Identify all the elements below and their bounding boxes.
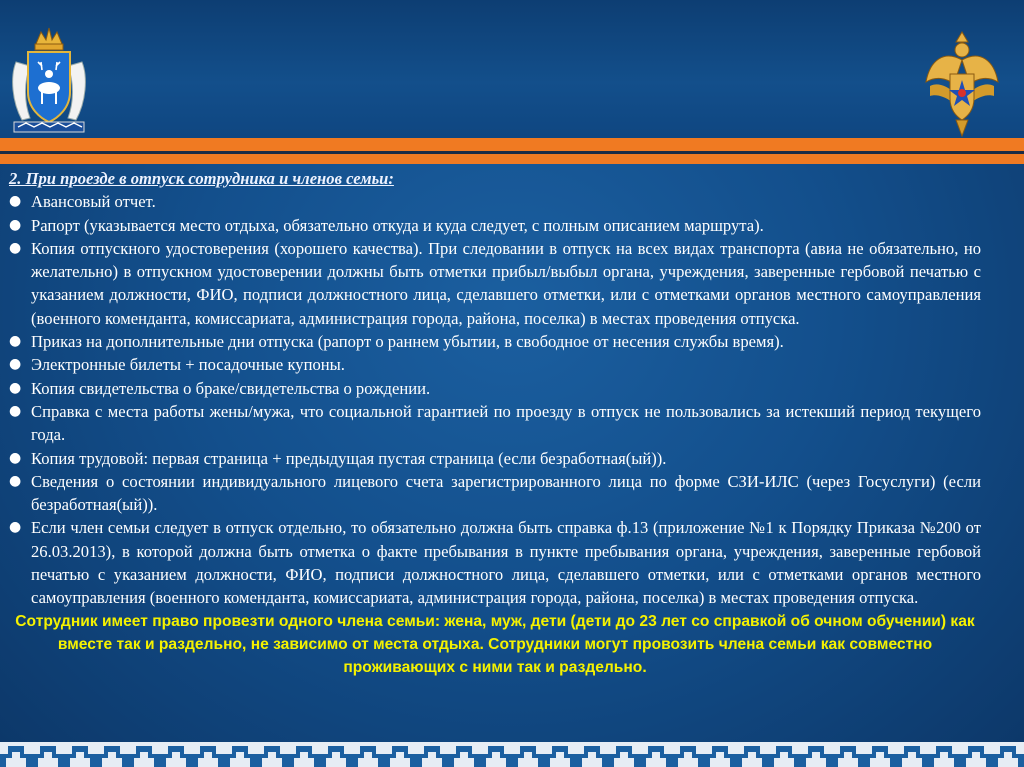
orange-stripe-bottom xyxy=(0,154,1024,164)
list-item-text: Копия трудовой: первая страница + предыдущая пустая страница (если безработная(ый)). xyxy=(31,448,667,468)
ornament-footer xyxy=(0,742,1024,767)
list-item xyxy=(9,353,981,376)
header-band xyxy=(0,0,1024,138)
bullet-icon: ● xyxy=(9,519,22,536)
list-item-text: Приказ на дополнительные дни отпуска (рапорт о раннем убытии, в свободное от несения службы время). xyxy=(31,332,784,352)
list-item-text: Авансовый отчет. xyxy=(31,192,156,212)
bullet-icon: ● xyxy=(9,193,22,210)
list-item-text: Копия отпускного удостоверения (хорошего качества). При следовании в отпуск на всех видах транспорта (авиа не обязательно, но желательно) в отпускном удостоверении должны быть отметки прибыл/выбыл органа, учреждения, заверенные гербовой печатью с указанием должности, ФИО, подписи должностного лица, сделавшего отметки, или с отметками органов местного самоуправления (военного коменданта, комиссариата, администрация города, района, поселка) в местах проведения отпуска. xyxy=(31,238,981,328)
list-item xyxy=(9,447,981,470)
emercom-eagle-emblem-icon xyxy=(924,30,1000,138)
list-item xyxy=(9,516,981,609)
bullet-icon: ● xyxy=(9,472,22,489)
list-item-text: Рапорт (указывается место отдыха, обязательно откуда и куда следует, с полным описанием маршрута). xyxy=(31,215,764,235)
list-item xyxy=(9,470,981,517)
list-item-text: Электронные билеты + посадочные купоны. xyxy=(31,355,345,375)
section-heading: 2. При проезде в отпуск сотрудника и членов семьи: xyxy=(9,169,394,188)
list-item xyxy=(9,237,981,330)
bullet-icon: ● xyxy=(9,239,22,256)
bullet-icon: ● xyxy=(9,333,22,350)
bullet-icon: ● xyxy=(9,402,22,419)
bullet-icon: ● xyxy=(9,449,22,466)
list-item xyxy=(9,330,981,353)
orange-stripe-top xyxy=(0,138,1024,151)
highlight-note: Сотрудник имеет право провезти одного члена семьи: жена, муж, дети (дети до 23 лет со справкой об очном обучении) как вместе так и раздельно, не зависимо от места отдыха. Сотрудники могут провозить члена семьи как совместно проживающих с ними так и раздельно. xyxy=(15,612,975,677)
list-item xyxy=(9,377,981,400)
yamal-coat-of-arms-icon xyxy=(8,22,90,138)
list-item xyxy=(9,190,981,213)
list-item-text: Сведения о состоянии индивидуального лицевого счета зарегистрированного лица по форме СЗИ-ИЛС (через Госуслуги) (если безработная(ый)). xyxy=(31,471,981,515)
bullet-icon: ● xyxy=(9,216,22,233)
list-item xyxy=(9,400,981,447)
slide-content xyxy=(9,167,981,680)
bullet-icon: ● xyxy=(9,379,22,396)
list-item-text: Если член семьи следует в отпуск отдельно, то обязательно должна быть справка ф.13 (приложение №1 к Порядку Приказа №200 от 26.03.2013), в которой должна быть отметка о факте пребывания в пункте пребывания органа, учреждения, заверенные гербовой печатью с указанием должности, ФИО, подписи должностного лица, сделавшего отметки, или с отметками органов местного самоуправления (военного коменданта, комиссариата, администрация города, района, поселка) в местах проведения отпуска. xyxy=(31,518,981,608)
list-item-text: Справка с места работы жены/мужа, что социальной гарантией по проезду в отпуск не пользовались за истекший период текущего года. xyxy=(31,401,981,445)
list-item xyxy=(9,214,981,237)
list-item-text: Копия свидетельства о браке/свидетельства о рождении. xyxy=(31,378,431,398)
bullet-icon: ● xyxy=(9,356,22,373)
document-list xyxy=(9,190,981,609)
